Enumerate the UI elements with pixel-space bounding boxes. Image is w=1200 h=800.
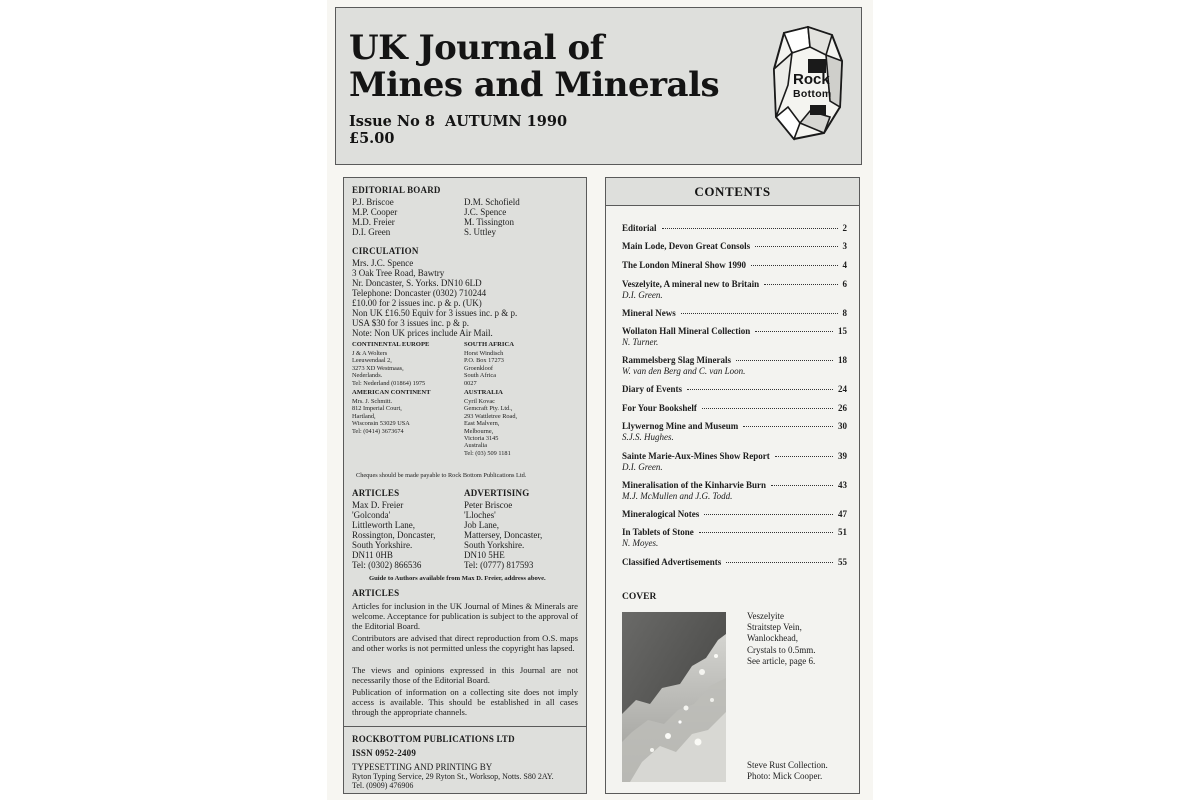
address-line: Cyril Kovac [464,398,495,405]
toc-leader-dots [764,284,837,285]
articles-policy-paragraph: Articles for inclusion in the UK Journal of Mines & Minerals are welcome. Acceptance for publication is subject to the approval of the Editorial Board. [352,601,578,632]
typesetting-heading: TYPESETTING AND PRINTING BY [352,762,493,772]
south-africa-address [464,350,504,387]
contents-header [606,178,859,206]
toc-leader-dots [743,426,833,427]
typesetting-phone: Tel. (0909) 476906 [352,781,414,790]
toc-entry[interactable] [622,480,847,502]
address-line: J & A Wolters [352,350,388,357]
toc-title: Diary of Events [622,384,682,394]
address-line: Melbourne, [464,427,494,435]
circulation-line: USA $30 for 3 issues inc. p & p. [352,318,469,328]
toc-author: N. Moyes. [622,538,659,548]
american-continent-address [352,398,410,435]
toc-page-number: 51 [838,527,847,537]
address-line: 812 Imperial Court, [352,405,402,413]
address-line: 3273 XD Westmaas, [352,364,404,372]
toc-author: W. van den Berg and C. van Loon. [622,366,746,376]
address-line: Groenkloof [464,364,494,372]
toc-title: For Your Bookshelf [622,403,697,413]
address-line: South Yorkshire. [464,540,525,550]
circulation-heading: CIRCULATION [352,246,419,256]
toc-page-number: 39 [838,451,847,461]
contents-title: CONTENTS [694,184,771,199]
toc-leader-dots [775,456,833,457]
toc-entry[interactable] [622,421,847,443]
toc-leader-dots [704,514,833,515]
cover-caption-line: Crystals to 0.5mm. [747,644,816,655]
toc-page-number: 26 [838,403,847,413]
toc-title: The London Mineral Show 1990 [622,260,747,270]
issue-season: AUTUMN 1990 [445,113,568,130]
editorial-board-col-2 [464,197,520,237]
address-line: East Malvern, [464,420,500,428]
address-line: Horst Windisch [464,350,504,357]
board-member: J.C. Spence [464,207,507,217]
board-member: P.J. Briscoe [352,197,394,207]
address-line: 'Golconda' [352,510,391,520]
toc-leader-dots [755,331,833,332]
toc-page-number: 18 [838,355,847,365]
cheques-note: Cheques should be made payable to Rock Bottom Publications Ltd. [356,472,527,479]
toc-title: Mineralogical Notes [622,509,700,519]
toc-entry[interactable] [622,384,847,395]
toc-author: S.J.S. Hughes. [622,432,674,442]
address-line: Tel: Nederland (01864) 1975 [352,379,426,387]
cover-caption-line: Wanlockhead, [747,633,799,644]
toc-leader-dots [702,408,833,409]
circulation-line: 3 Oak Tree Road, Bawtry [352,268,445,278]
toc-entry[interactable] [622,355,847,377]
toc-entry[interactable] [622,451,847,473]
advertising-contact-address [464,500,542,570]
publisher-name: ROCKBOTTOM PUBLICATIONS LTD [352,734,515,744]
issue-line [349,114,567,130]
circulation-line: Nr. Doncaster, S. Yorks. DN10 6LD [352,278,482,288]
toc-entry[interactable] [622,326,847,348]
articles-policy-heading: ARTICLES [352,588,400,598]
address-line: Wisconsin 53029 USA [352,420,410,428]
toc-title: Llywernog Mine and Museum [622,421,739,431]
toc-title: Editorial [622,223,657,233]
address-line: Littleworth Lane, [352,520,415,530]
address-line: Hartland, [352,412,376,420]
journal-title-line-1: UK Journal of [349,28,604,68]
toc-page-number: 24 [838,384,847,394]
address-line: Mrs. J. Schmitt. [352,398,393,405]
board-member: S. Uttley [464,227,497,237]
toc-title: Rammelsberg Slag Minerals [622,355,731,365]
address-line: 0027 [464,379,477,387]
toc-leader-dots [726,562,833,563]
address-line: Victoria 3145 [464,435,499,443]
board-member: M.D. Freier [352,217,395,227]
cover-caption-line: See article, page 6. [747,655,816,666]
address-line: Gemcraft Pty. Ltd., [464,405,513,413]
toc-entry[interactable] [622,527,847,549]
address-line: Tel: (03) 509 1181 [464,449,511,457]
articles-policy-paragraph: Contributors are advised that direct reproduction from O.S. maps and other works is not permitted unless the copyright has lapsed. [352,633,578,654]
address-line: 'Lloches' [464,510,496,520]
address-line: Tel: (0414) 3673674 [352,427,404,435]
address-line: DN10 5HE [464,550,505,560]
toc-title: Sainte Marie-Aux-Mines Show Report [622,451,770,461]
toc-page-number: 3 [842,241,847,251]
address-line: Mattersey, Doncaster, [464,530,543,540]
toc-leader-dots [662,228,838,229]
toc-page-number: 8 [842,308,847,318]
address-line: Max D. Freier [352,500,404,510]
cover-mineral-photo [622,612,726,782]
toc-entry[interactable] [622,403,847,414]
south-africa-heading: SOUTH AFRICA [464,341,515,348]
journal-title-line-2: Mines and Minerals [349,65,720,105]
address-line: Tel: (0302) 866536 [352,560,422,570]
toc-leader-dots [699,532,833,533]
toc-entry[interactable] [622,557,847,568]
board-member: D.I. Green [352,227,391,237]
guide-to-authors-note: Guide to Authors available from Max D. Freier, address above. [369,575,546,582]
toc-title: Main Lode, Devon Great Consols [622,241,751,251]
circulation-line: Mrs. J.C. Spence [352,258,414,268]
publisher-divider [344,726,586,727]
toc-title: Wollaton Hall Mineral Collection [622,326,751,336]
toc-author: M.J. McMullen and J.G. Todd. [622,491,733,501]
issue-number: Issue No 8 [349,113,435,130]
toc-entry[interactable] [622,260,847,271]
toc-leader-dots [751,265,837,266]
articles-contact-address [352,500,435,570]
cover-caption [747,611,816,667]
toc-page-number: 43 [838,480,847,490]
editorial-board-heading: EDITORIAL BOARD [352,185,441,195]
australia-address [464,398,517,457]
continental-europe-address [352,350,425,387]
toc-leader-dots [681,313,838,314]
cover-caption-line: Straitstep Vein, [747,622,802,633]
address-line: Nederlands. [352,372,383,380]
contents-panel [605,177,860,794]
articles-policy-paragraph: Publication of information on a collecting site does not imply access is available. This should be established in all cases through the appropriate channels. [352,687,578,718]
toc-entry[interactable] [622,241,847,252]
address-line: Australia [464,442,488,450]
australia-heading: AUSTRALIA [464,389,503,396]
cover-caption-line: Veszelyite [747,611,784,621]
editorial-board-col-1 [352,197,397,237]
toc-title: Mineral News [622,308,676,318]
toc-title: In Tablets of Stone [622,527,694,537]
toc-entry[interactable] [622,308,847,319]
toc-entry[interactable] [622,509,847,520]
address-line: Peter Briscoe [464,500,513,510]
toc-author: D.I. Green. [622,462,663,472]
cover-heading: COVER [622,592,657,602]
masthead [335,7,862,165]
issn-number: ISSN 0952-2409 [352,748,417,758]
toc-page-number: 4 [842,260,847,270]
toc-author: N. Turner. [622,337,659,347]
address-line: Leeuwendaal 2, [352,357,392,365]
cover-credit-line: Steve Rust Collection. [747,760,828,770]
toc-title: Mineralisation of the Kinharvie Burn [622,480,766,490]
circulation-details [352,258,517,338]
toc-page-number: 15 [838,326,847,336]
advertising-contact-heading: ADVERTISING [464,488,530,498]
board-member: M.P. Cooper [352,207,398,217]
toc-title: Veszelyite, A mineral new to Britain [622,279,760,289]
toc-author: D.I. Green. [622,290,663,300]
address-line: P.O. Box 17273 [464,357,504,365]
circulation-line: Non UK £16.50 Equiv for 3 issues inc. p & p. [352,308,518,318]
toc-leader-dots [771,485,833,486]
toc-leader-dots [755,246,837,247]
logo-text-bottom: Bottom [793,88,832,100]
cover-photo-credit [747,760,828,782]
continental-europe-heading: CONTINENTAL EUROPE [352,341,430,348]
information-panel [343,177,587,794]
address-line: Rossington, Doncaster, [352,530,436,540]
toc-leader-dots [736,360,833,361]
issue-price: £5.00 [349,130,395,147]
board-member: D.M. Schofield [464,197,520,207]
address-line: Tel: (0777) 817593 [464,560,534,570]
address-line: South Africa [464,372,497,380]
toc-page-number: 30 [838,421,847,431]
toc-title: Classified Advertisements [622,557,722,567]
articles-policy-paragraph: The views and opinions expressed in this Journal are not necessarily those of the Editorial Board. [352,665,578,686]
address-line: Job Lane, [464,520,499,530]
circulation-line: £10.00 for 2 issues inc. p & p. (UK) [352,298,482,308]
toc-page-number: 6 [842,279,847,289]
toc-entry[interactable] [622,279,847,301]
articles-contact-heading: ARTICLES [352,488,400,498]
address-line: DN11 0HB [352,550,393,560]
address-line: South Yorkshire. [352,540,413,550]
typesetting-address: Ryton Typing Service, 29 Ryton St., Worksop, Notts. S80 2AY. [352,772,554,781]
board-member: M. Tissington [464,217,515,227]
toc-page-number: 55 [838,557,847,567]
toc-page-number: 2 [842,223,847,233]
logo-text-rock: Rock [793,71,830,88]
american-continent-heading: AMERICAN CONTINENT [352,389,431,396]
circulation-line: Telephone: Doncaster (0302) 710244 [352,288,487,298]
toc-page-number: 47 [838,509,847,519]
cover-credit-line: Photo: Mick Cooper. [747,771,823,781]
circulation-line: Note: Non UK prices include Air Mail. [352,328,493,338]
toc-entry[interactable] [622,223,847,234]
journal-title [349,30,719,104]
address-line: 293 Wattletree Road, [464,412,518,420]
toc-leader-dots [687,389,833,390]
